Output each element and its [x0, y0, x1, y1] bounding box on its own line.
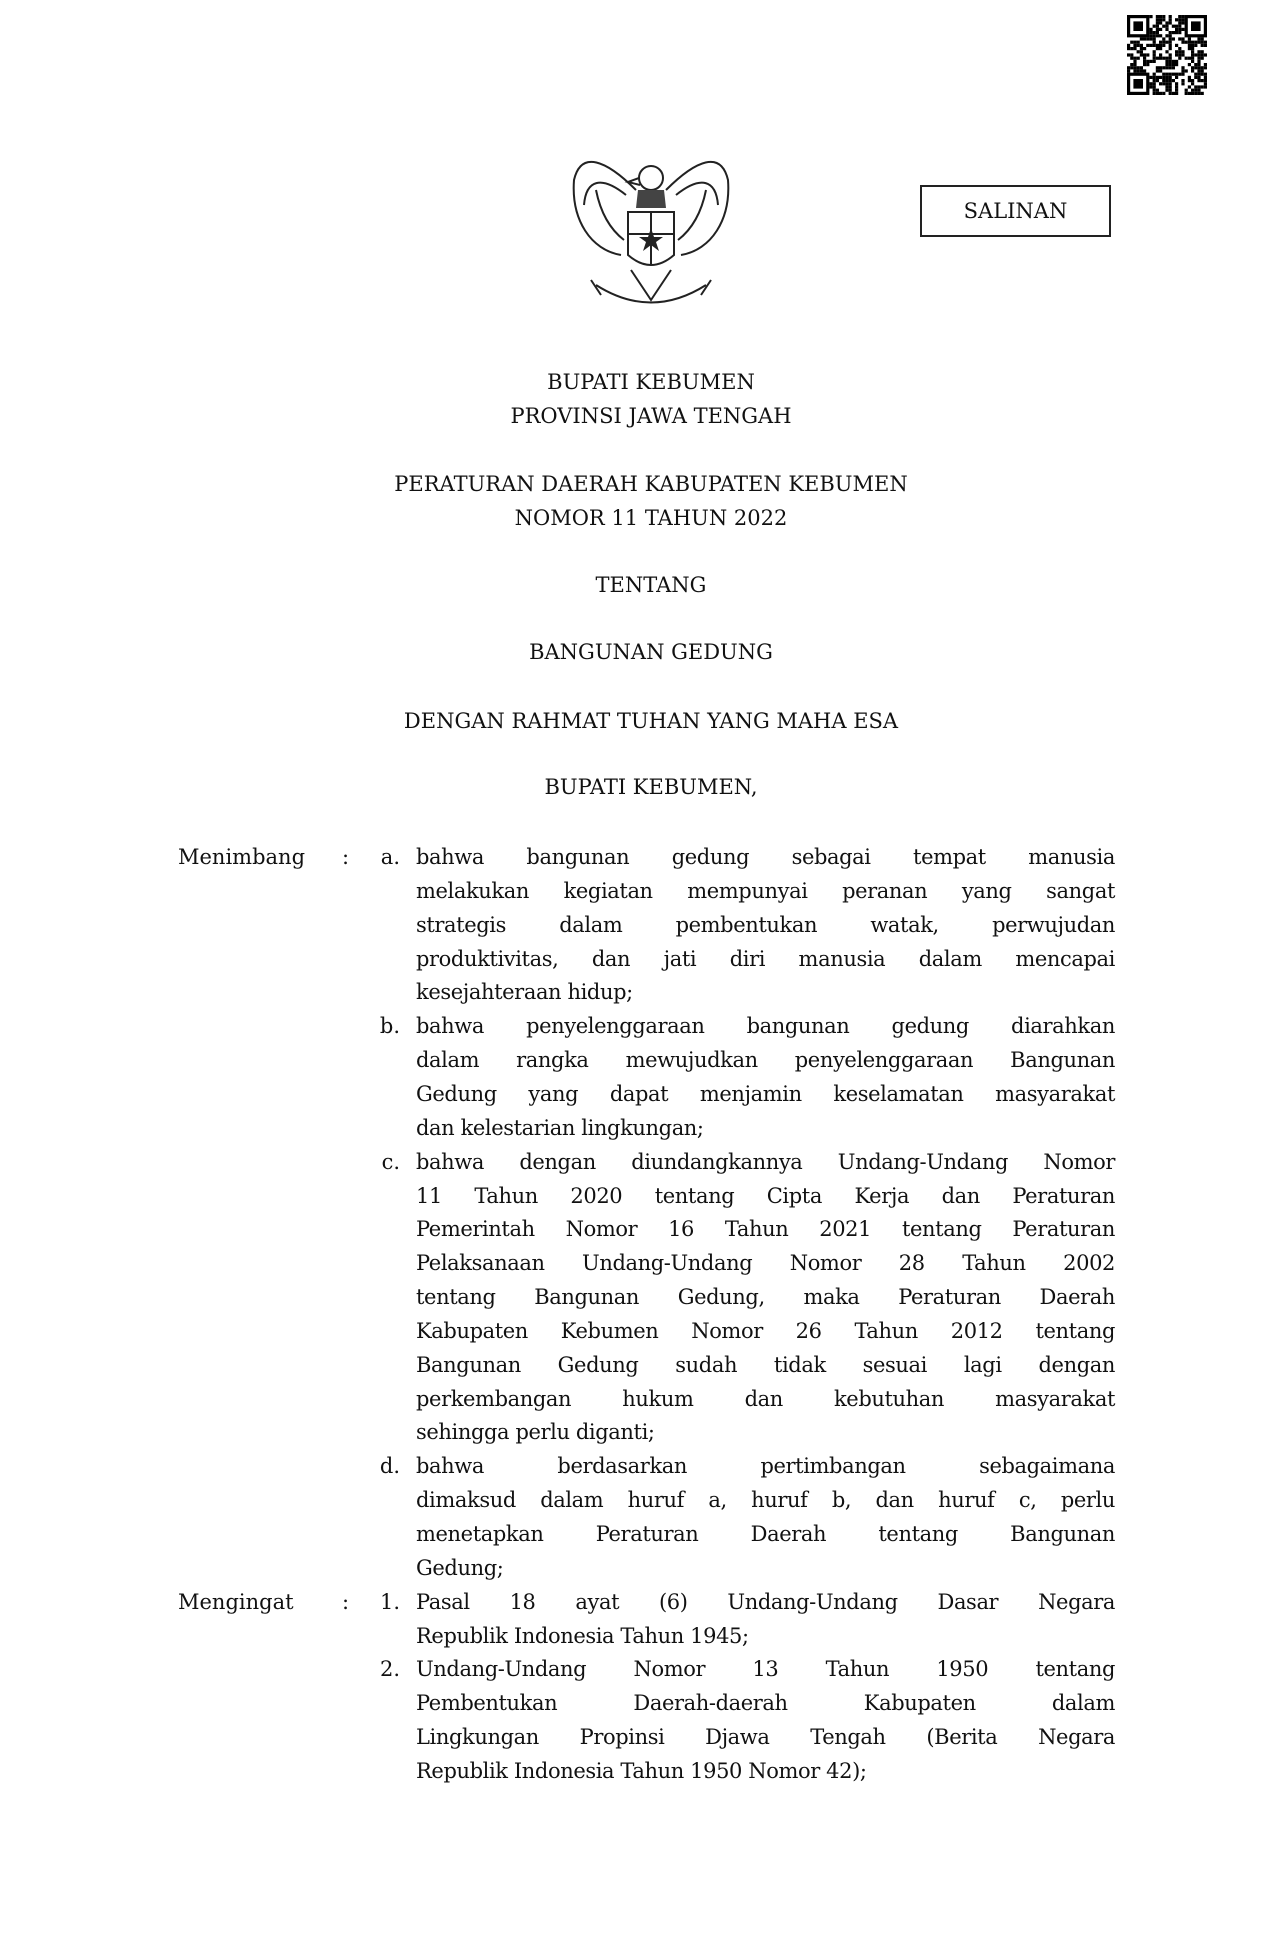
item-text-line: Bangunan Gedung sudah tidak sesuai lagi dengan [416, 1352, 1115, 1377]
salinan-label: SALINAN [963, 199, 1068, 223]
item-text-line: perkembangan hukum dan kebutuhan masyarakat [416, 1386, 1115, 1411]
garuda-emblem-logo [566, 150, 736, 330]
item-text-line: Pemerintah Nomor 16 Tahun 2021 tentang Peraturan [416, 1217, 1115, 1242]
item-number: 2. [379, 1657, 400, 1682]
item-number: 1. [379, 1589, 400, 1614]
item-text-line: melakukan kegiatan mempunyai peranan yang sangat [416, 878, 1115, 903]
item-number: d. [379, 1454, 400, 1479]
item-text-line: bahwa dengan diundangkannya Undang-Undang Nomor [416, 1149, 1115, 1174]
preamble-line: DENGAN RAHMAT TUHAN YANG MAHA ESA [403, 709, 899, 733]
item-text-line: bahwa berdasarkan pertimbangan sebagaimana [416, 1454, 1115, 1479]
item-text-line: Undang-Undang Nomor 13 Tahun 1950 tentang [416, 1657, 1115, 1682]
tentang-heading: TENTANG [595, 573, 707, 597]
item-text-line: dimaksud dalam huruf a, huruf b, dan huruf c, perlu [416, 1488, 1115, 1513]
item-text-line: 11 Tahun 2020 tentang Cipta Kerja dan Peraturan [416, 1183, 1115, 1208]
item-text-line: dan kelestarian lingkungan; [416, 1115, 704, 1140]
item-text-line: bahwa penyelenggaraan bangunan gedung diarahkan [416, 1014, 1115, 1039]
item-text-line: Pelaksanaan Undang-Undang Nomor 28 Tahun 2002 [416, 1251, 1115, 1276]
issuer-line: BUPATI KEBUMEN, [544, 775, 758, 799]
section-label: Mengingat [178, 1589, 294, 1614]
item-number: b. [379, 1014, 400, 1039]
salinan-stamp [920, 185, 1111, 237]
item-number: c. [381, 1149, 400, 1174]
qr-code [1127, 15, 1207, 95]
item-text-line: Lingkungan Propinsi Djawa Tengah (Berita Negara [416, 1725, 1115, 1750]
item-text-line: Pasal 18 ayat (6) Undang-Undang Dasar Negara [416, 1589, 1115, 1614]
regulation-subject: BANGUNAN GEDUNG [529, 640, 773, 664]
item-text-line: Republik Indonesia Tahun 1950 Nomor 42); [416, 1758, 867, 1783]
item-text-line: kesejahteraan hidup; [416, 980, 633, 1005]
item-text-line: sehingga perlu diganti; [416, 1420, 655, 1445]
issuer-title: BUPATI KEBUMEN [547, 370, 755, 394]
item-text-line: strategis dalam pembentukan watak, perwujudan [416, 912, 1115, 937]
item-text-line: produktivitas, dan jati diri manusia dalam mencapai [416, 946, 1115, 971]
regulation-title: PERATURAN DAERAH KABUPATEN KEBUMEN [394, 472, 908, 496]
section-label: Menimbang [178, 845, 306, 869]
item-text-line: Republik Indonesia Tahun 1945; [416, 1623, 749, 1648]
section-colon: : [342, 1589, 350, 1614]
item-text-line: tentang Bangunan Gedung, maka Peraturan Daerah [416, 1285, 1115, 1310]
item-text-line: menetapkan Peraturan Daerah tentang Bangunan [416, 1522, 1115, 1546]
item-number: a. [380, 845, 400, 869]
item-text-line: Gedung; [416, 1555, 504, 1580]
regulation-number: NOMOR 11 TAHUN 2022 [514, 506, 788, 530]
item-text-line: Pembentukan Daerah-daerah Kabupaten dalam [416, 1691, 1115, 1716]
item-text-line: Kabupaten Kebumen Nomor 26 Tahun 2012 tentang [416, 1318, 1115, 1343]
province-title: PROVINSI JAWA TENGAH [510, 404, 792, 428]
item-text-line: bahwa bangunan gedung sebagai tempat manusia [416, 845, 1115, 869]
section-colon: : [342, 845, 350, 869]
item-text-line: dalam rangka mewujudkan penyelenggaraan Bangunan [416, 1048, 1115, 1073]
item-text-line: Gedung yang dapat menjamin keselamatan masyarakat [416, 1081, 1115, 1106]
